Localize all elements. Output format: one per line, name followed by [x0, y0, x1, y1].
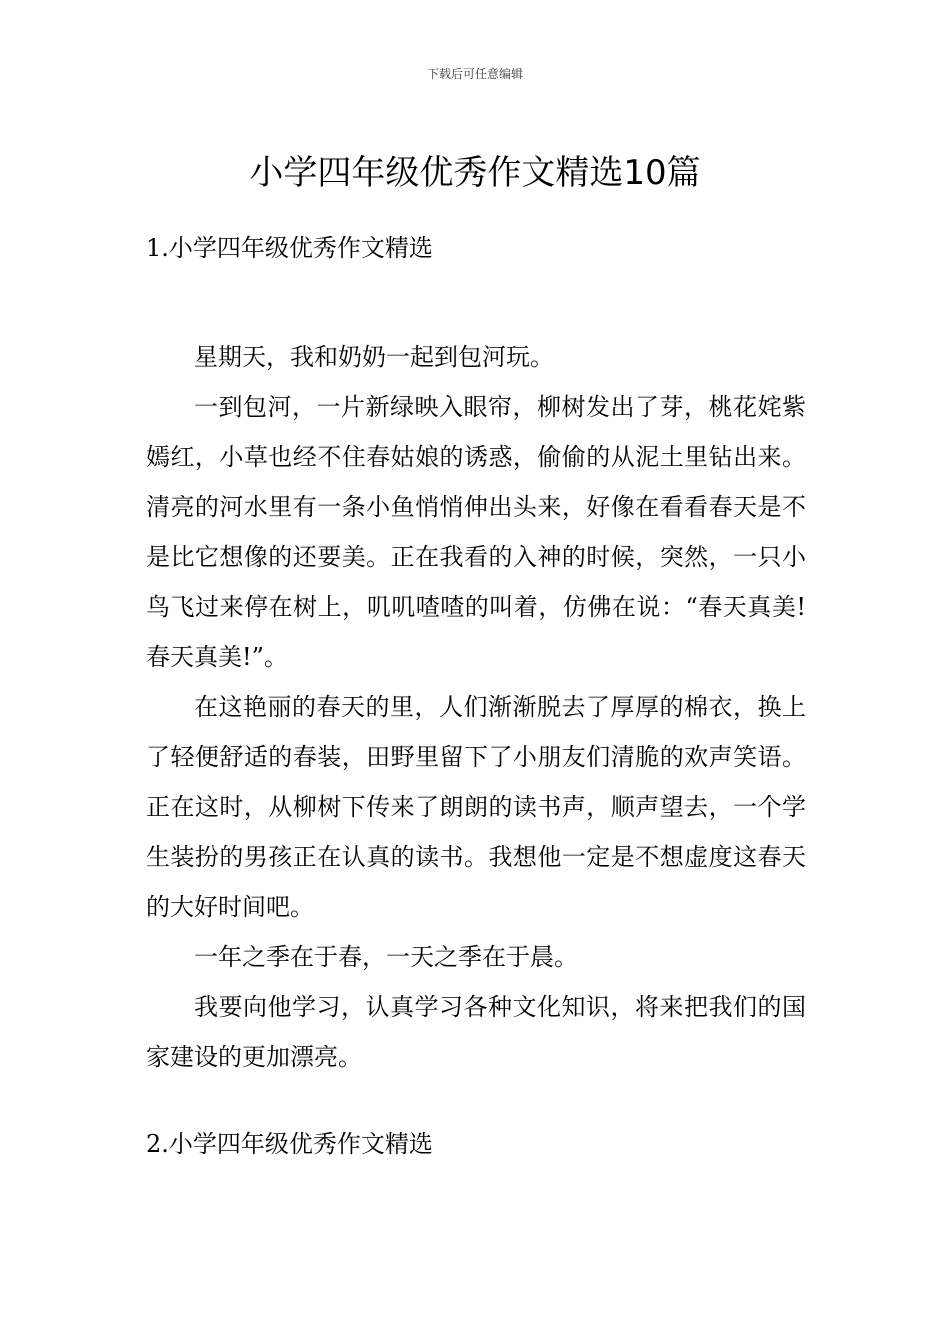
paragraph: 一年之季在于春，一天之季在于晨。	[194, 943, 578, 971]
section-heading-2: 2.小学四年级优秀作文精选	[146, 1130, 433, 1158]
paragraph: 我要向他学习，认真学习各种文化知识，将来把我们的国家建设的更加漂亮。	[146, 993, 806, 1071]
section-1-body	[146, 332, 806, 1082]
paragraph: 在这艳丽的春天的里，人们渐渐脱去了厚厚的棉衣，换上了轻便舒适的春装，田野里留下了小朋友们清脆的欢声笑语。正在这时，从柳树下传来了朗朗的读书声，顺声望去，一个学生装扮的男孩正在认真的读书。我想他一定是不想虚度这春天的大好时间吧。	[146, 693, 806, 921]
paragraph: 一到包河，一片新绿映入眼帘，柳树发出了芽，桃花姹紫嫣红，小草也经不住春姑娘的诱惑，偷偷的从泥土里钻出来。清亮的河水里有一条小鱼悄悄伸出头来，好像在看看春天是不是比它想像的还要美。正在我看的入神的时候，突然，一只小鸟飞过来停在树上，叽叽喳喳的叫着，仿佛在说：“春天真美!春天真美!”。	[146, 393, 806, 671]
paragraph: 星期天，我和奶奶一起到包河玩。	[194, 343, 554, 371]
download-note: 下载后可任意编辑	[426, 67, 523, 81]
document-title: 小学四年级优秀作文精选10篇	[249, 152, 701, 193]
section-heading-1: 1.小学四年级优秀作文精选	[146, 234, 433, 262]
